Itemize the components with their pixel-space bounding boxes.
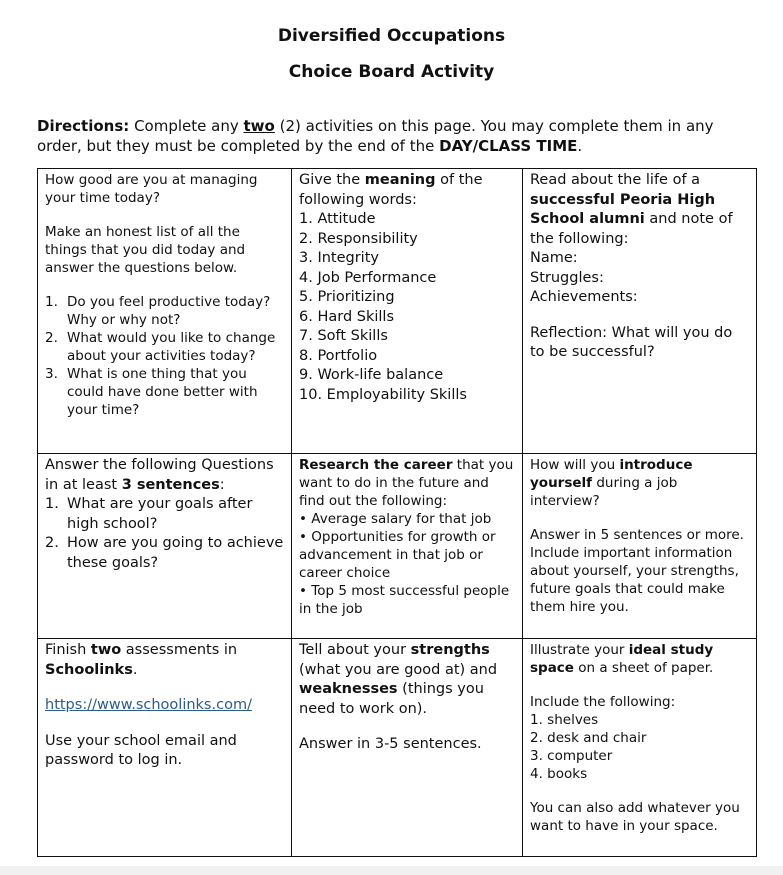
c2-prompt: Give the meaning of the following words: [299, 172, 483, 208]
c8-prompt: Tell about your strengths (what you are good at) and weaknesses (things you need to work on). [299, 642, 498, 717]
c9-include: Include the following: [530, 694, 676, 710]
directions-text-2: (2) activities on this page. You may complete them in any order, but they must be completed by the end of the [37, 117, 714, 155]
c8-answer: Answer in 3-5 sentences. [299, 736, 482, 752]
directions [37, 116, 757, 156]
c3-prompt: Read about the life of a successful Peoria High School alumni and note of the following: [530, 172, 733, 247]
directions-deadline: DAY/CLASS TIME [439, 137, 578, 155]
c2-word: 4. Job Performance [299, 269, 437, 286]
c2-word: 3. Integrity [299, 250, 379, 266]
cell-research-career [292, 454, 523, 639]
c2-word: 8. Portfolio [299, 347, 378, 364]
document-subtitle: Choice Board Activity [288, 62, 495, 82]
cell-introduce-yourself [523, 454, 757, 639]
directions-text: Complete any [134, 117, 239, 135]
c4-question-text: What are your goals after high school? [67, 496, 253, 532]
c3-item-list [530, 249, 749, 308]
c2-word: 2. Responsibility [299, 230, 418, 247]
c3-item: Achievements: [530, 289, 638, 305]
c3-item: Name: [530, 250, 578, 266]
c9-item: 2. desk and chair [530, 730, 647, 746]
c2-word: 10. Employability Skills [299, 386, 467, 403]
cell-strengths-weaknesses [292, 639, 523, 857]
c6-prompt: How will you introduce yourself during a job interview? [530, 457, 693, 509]
c4-question [45, 495, 284, 534]
c2-word: 6. Hard Skills [299, 308, 394, 325]
c4-question-list [45, 495, 284, 573]
c1-question-number: 1. [45, 294, 58, 310]
c1-question-text: What is one thing that you could have done better with your time? [67, 366, 258, 418]
c1-prompt: How good are you at managing your time today? [45, 172, 258, 206]
c1-question-number: 3. [45, 366, 58, 382]
c2-word: 9. Work-life balance [299, 367, 444, 383]
c4-question-text: How are you going to achieve these goals? [67, 535, 284, 571]
choice-board-grid [37, 168, 757, 857]
c5-prompt: Research the career that you want to do in the future and find out the following: [299, 457, 514, 509]
c1-instructions: Make an honest list of all the things that you did today and answer the questions below. [45, 224, 246, 276]
c6-body: Answer in 5 sentences or more. Include important information about yourself, your strengths, future goals that could make them hire you. [530, 527, 744, 615]
c1-question-text: Do you feel productive today? Why or why not? [67, 294, 271, 328]
c1-question-number: 2. [45, 330, 58, 346]
c5-bullet: • Top 5 most successful people in the job [299, 583, 510, 617]
c9-item: 3. computer [530, 748, 613, 764]
c1-question [45, 329, 284, 365]
c7-note: Use your school email and password to log in. [45, 732, 237, 768]
c4-question-number: 1. [45, 496, 59, 512]
c9-extra: You can also add whatever you want to have in your space. [530, 800, 740, 834]
c9-item-list [530, 711, 749, 783]
c2-word: 7. Soft Skills [299, 328, 388, 344]
c5-bullet: • Opportunities for growth or advancement in that job or career choice [299, 529, 496, 581]
c9-prompt: Illustrate your ideal study space on a sheet of paper. [530, 642, 714, 676]
c2-word: 1. Attitude [299, 211, 376, 227]
c5-bullet-list [299, 510, 515, 618]
c5-bullet: • Average salary for that job [299, 511, 492, 527]
c4-prompt: Answer the following Questions in at least 3 sentences: [45, 457, 274, 493]
c4-question [45, 534, 284, 573]
c3-item: Struggles: [530, 269, 604, 286]
directions-end: . [577, 137, 583, 155]
c9-item: 1. shelves [530, 712, 599, 728]
directions-emphasis: two [243, 117, 275, 135]
c2-word-list [299, 210, 515, 405]
c1-question [45, 365, 284, 419]
cell-time-management [38, 169, 292, 454]
cell-alumni [523, 169, 757, 454]
cell-study-space [523, 639, 757, 857]
cell-word-meanings [292, 169, 523, 454]
c9-item: 4. books [530, 766, 588, 782]
cell-schoolinks [38, 639, 292, 857]
page-bottom-bar [0, 866, 783, 875]
document-title: Diversified Occupations [277, 26, 506, 46]
schoolinks-link[interactable]: https://www.schoolinks.com/ [45, 697, 252, 713]
directions-label: Directions: [37, 117, 130, 135]
c1-question-text: What would you like to change about your activities today? [67, 330, 276, 364]
c1-question [45, 293, 284, 329]
c1-question-list [45, 293, 284, 419]
c4-question-number: 2. [45, 535, 59, 551]
cell-goals [38, 454, 292, 639]
c2-word: 5. Prioritizing [299, 289, 395, 305]
c3-reflection: Reflection: What will you do to be successful? [530, 324, 733, 360]
c7-prompt: Finish two assessments in Schoolinks. [45, 642, 238, 678]
